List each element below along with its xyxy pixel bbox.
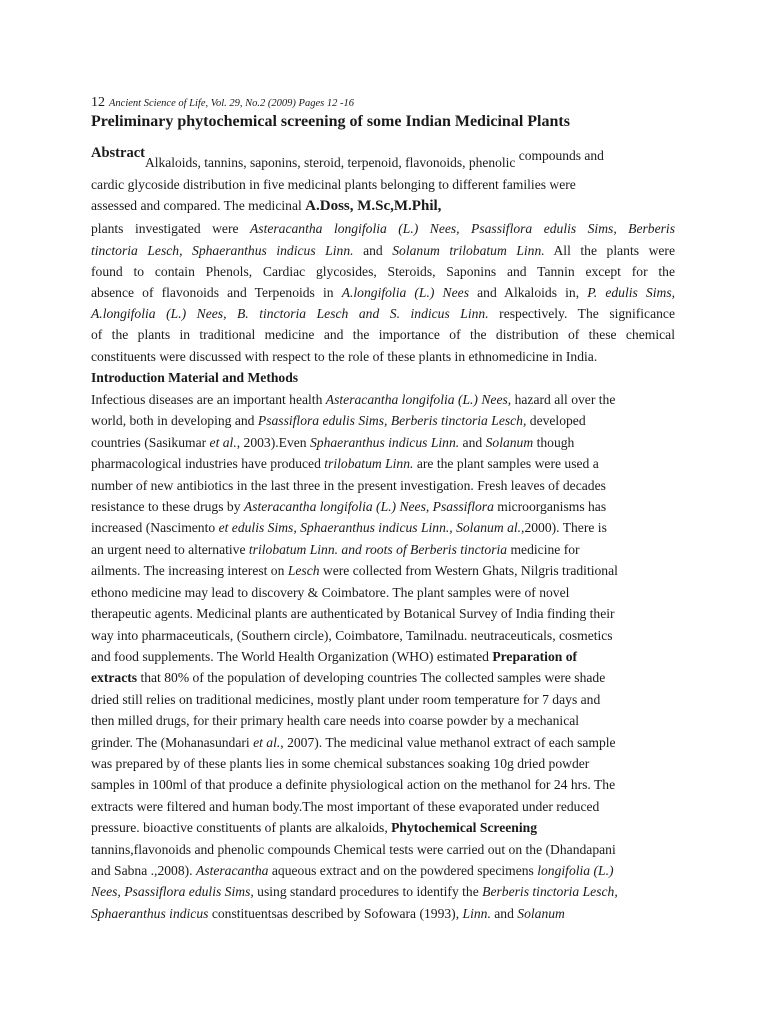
body-line [91, 799, 599, 815]
species-name: longifolia (L.) [537, 863, 614, 878]
abstract-line [91, 221, 675, 237]
text-run: are the plant samples were used a [413, 456, 599, 471]
text-run: ethono medicine may lead to discovery & Coimbatore. The plant samples were of novel [91, 585, 570, 600]
text-run: extracts were filtered and human body.The most important of these evaporated under reduced [91, 799, 600, 814]
text-run: and [490, 906, 518, 921]
text-run: plants investigated were [91, 221, 250, 236]
text-run: though [533, 435, 575, 450]
citation-etal: et al. [253, 735, 281, 750]
species-name: Solanum [517, 906, 565, 921]
species-name: Solanum trilobatum Linn. [392, 243, 545, 258]
species-name: Linn. [462, 906, 491, 921]
species-name: Asteracantha longifolia (L.) Nees, Psassiflora [243, 499, 494, 514]
text-run: of the plants in traditional medicine and the importance of the distribution of these chemical [91, 327, 675, 342]
text-run: world, both in developing and [91, 413, 258, 428]
abstract-line [91, 285, 675, 301]
text-run: cardic glycoside distribution in five medicinal plants belonging to different families were [91, 177, 576, 192]
citation-etal: et al. [209, 435, 237, 450]
species-name: P. edulis Sims, [587, 285, 676, 300]
page-number: 12 [91, 95, 105, 110]
body-line [91, 542, 580, 558]
text-run: hazard all over the [511, 392, 616, 407]
text-run: and food supplements. The World Health Organization (WHO) estimated [91, 649, 493, 664]
body-line [91, 499, 606, 515]
body-line [91, 649, 577, 665]
species-name: Sphaeranthus indicus [91, 906, 209, 921]
text-run: grinder. The (Mohanasundari [91, 735, 254, 750]
text-run: constituentsas described by Sofowara (1993), [208, 906, 463, 921]
body-line [91, 435, 574, 451]
species-name: tinctoria Lesch, Sphaeranthus indicus Linn. [91, 243, 354, 258]
section-heading: Introduction Material and Methods [91, 370, 299, 385]
text-run: resistance to these drugs by [91, 499, 244, 514]
body-line [91, 692, 600, 708]
body-line [91, 842, 616, 858]
text-run: ,2000). There is [521, 520, 607, 535]
species-name: Asteracantha longifolia (L.) Nees, [325, 392, 512, 407]
species-name: Sphaeranthus indicus Linn. [309, 435, 460, 450]
body-line [91, 884, 618, 900]
text-run: found to contain Phenols, Cardiac glycosides, Steroids, Saponins and Tannin except for the [91, 264, 675, 279]
text-run: were collected from Western Ghats, Nilgris traditional [319, 563, 618, 578]
abstract-label: Abstract [91, 145, 145, 161]
text-run: All the plants were [544, 243, 675, 258]
text-run: and Sabna .,2008). [91, 863, 196, 878]
abstract-line [91, 349, 597, 365]
text-run: way into pharmaceuticals, (Southern circle), Coimbatore, Tamilnadu. neutraceuticals, cosmetics [91, 628, 613, 643]
body-line [91, 670, 605, 686]
inline-heading: Phytochemical Screening [391, 820, 537, 835]
species-name: A.longifolia (L.) Nees [341, 285, 469, 300]
abstract-line [91, 177, 576, 193]
body-line [91, 456, 599, 472]
text-run: constituents were discussed with respect to the role of these plants in ethnomedicine in India. [91, 349, 598, 364]
text-run: tannins,flavonoids and phenolic compounds Chemical tests were carried out on the (Dhandapani [91, 842, 616, 857]
paper-title: Preliminary phytochemical screening of some Indian Medicinal Plants [91, 113, 570, 130]
abstract-line [91, 243, 675, 259]
body-line [91, 628, 613, 644]
text-run: medicine for [507, 542, 580, 557]
text-run: was prepared by of these plants lies in some chemical substances soaking 10g dried powder [91, 756, 590, 771]
body-line [91, 735, 616, 751]
abstract-line [91, 145, 604, 170]
text-run: , 2007). The medicinal value methanol extract of each sample [280, 735, 616, 750]
body-line [91, 606, 615, 622]
body-line [91, 906, 565, 922]
text-run: then milled drugs, for their primary health care needs into coarse powder by a mechanical [91, 713, 580, 728]
species-name: et edulis Sims, Sphaeranthus indicus Linn., Solanum al. [218, 520, 522, 535]
species-name: A.longifolia (L.) Nees, B. tinctoria Lesch and S. indicus Linn. [91, 306, 489, 321]
running-header [91, 93, 354, 111]
text-run: countries (Sasikumar [91, 435, 210, 450]
text-run: and [353, 243, 393, 258]
body-line [91, 863, 614, 879]
text-run: pressure. bioactive constituents of plants are alkaloids, [91, 820, 392, 835]
author-name: A.Doss, M.Sc,M.Phil, [305, 198, 442, 214]
species-name: Lesch [287, 563, 320, 578]
body-line [91, 713, 579, 729]
body-line [91, 585, 569, 601]
abstract-line [91, 306, 675, 322]
body-line [91, 820, 537, 836]
text-run: absence of flavonoids and Terpenoids in [91, 285, 342, 300]
text-run: aqueous extract and on the powdered specimens [268, 863, 538, 878]
text-run: therapeutic agents. Medicinal plants are authenticated by Botanical Survey of India finding their [91, 606, 615, 621]
text-run: microorganisms has [493, 499, 607, 514]
text-run: samples in 100ml of that produce a definite physiological action on the methanol for 24 hrs. The [91, 777, 616, 792]
text-run: that 80% of the population of developing countries The collected samples were shade [137, 670, 606, 685]
inline-heading: Preparation of [492, 649, 578, 664]
species-name: Berberis tinctoria Lesch, [482, 884, 618, 899]
text-run: assessed and compared. The medicinal [91, 198, 306, 213]
abstract-line [91, 198, 441, 215]
text-run: an urgent need to alternative [91, 542, 249, 557]
journal-citation: Ancient Science of Life, Vol. 29, No.2 (2009) Pages 12 -16 [109, 98, 354, 109]
body-line [91, 756, 589, 772]
text-run: and [459, 435, 486, 450]
text-run: developed [526, 413, 586, 428]
text-run: increased (Nascimento [91, 520, 219, 535]
species-name: Asteracantha longifolia (L.) Nees, Psassiflora edulis Sims, Berberis [249, 221, 675, 236]
species-name: trilobatum Linn. [324, 456, 414, 471]
text-run: number of new antibiotics in the last three in the present investigation. Fresh leaves of decades [91, 478, 606, 493]
species-name: Psassiflora edulis Sims, Berberis tinctoria Lesch, [257, 413, 527, 428]
text-run: compounds and [518, 148, 604, 163]
abstract-line [91, 327, 675, 343]
text-run: ailments. The increasing interest on [91, 563, 288, 578]
body-line [91, 478, 606, 494]
text-run: respectively. The significance [488, 306, 675, 321]
body-line [91, 392, 615, 408]
text-run: dried still relies on traditional medicines, mostly plant under room temperature for 7 days and [91, 692, 601, 707]
text-run: Infectious diseases are an important health [91, 392, 326, 407]
body-line [91, 777, 615, 793]
text-run: and Alkaloids in, [468, 285, 588, 300]
species-name: Nees, Psassiflora edulis Sims, [91, 884, 254, 899]
abstract-line [91, 264, 675, 280]
species-name: Solanum [485, 435, 534, 450]
body-line [91, 563, 618, 579]
text-run: , 2003).Even [236, 435, 310, 450]
text-run: pharmacological industries have produced [91, 456, 325, 471]
inline-heading: extracts [91, 670, 138, 685]
body-line [91, 520, 607, 536]
body-line [91, 413, 586, 429]
species-name: Asteracantha [195, 863, 269, 878]
text-run: using standard procedures to identify the [253, 884, 483, 899]
text-run: Alkaloids, tannins, saponins, steroid, terpenoid, flavonoids, phenolic [144, 155, 519, 170]
species-name: trilobatum Linn. and roots of Berberis tinctoria [248, 542, 508, 557]
